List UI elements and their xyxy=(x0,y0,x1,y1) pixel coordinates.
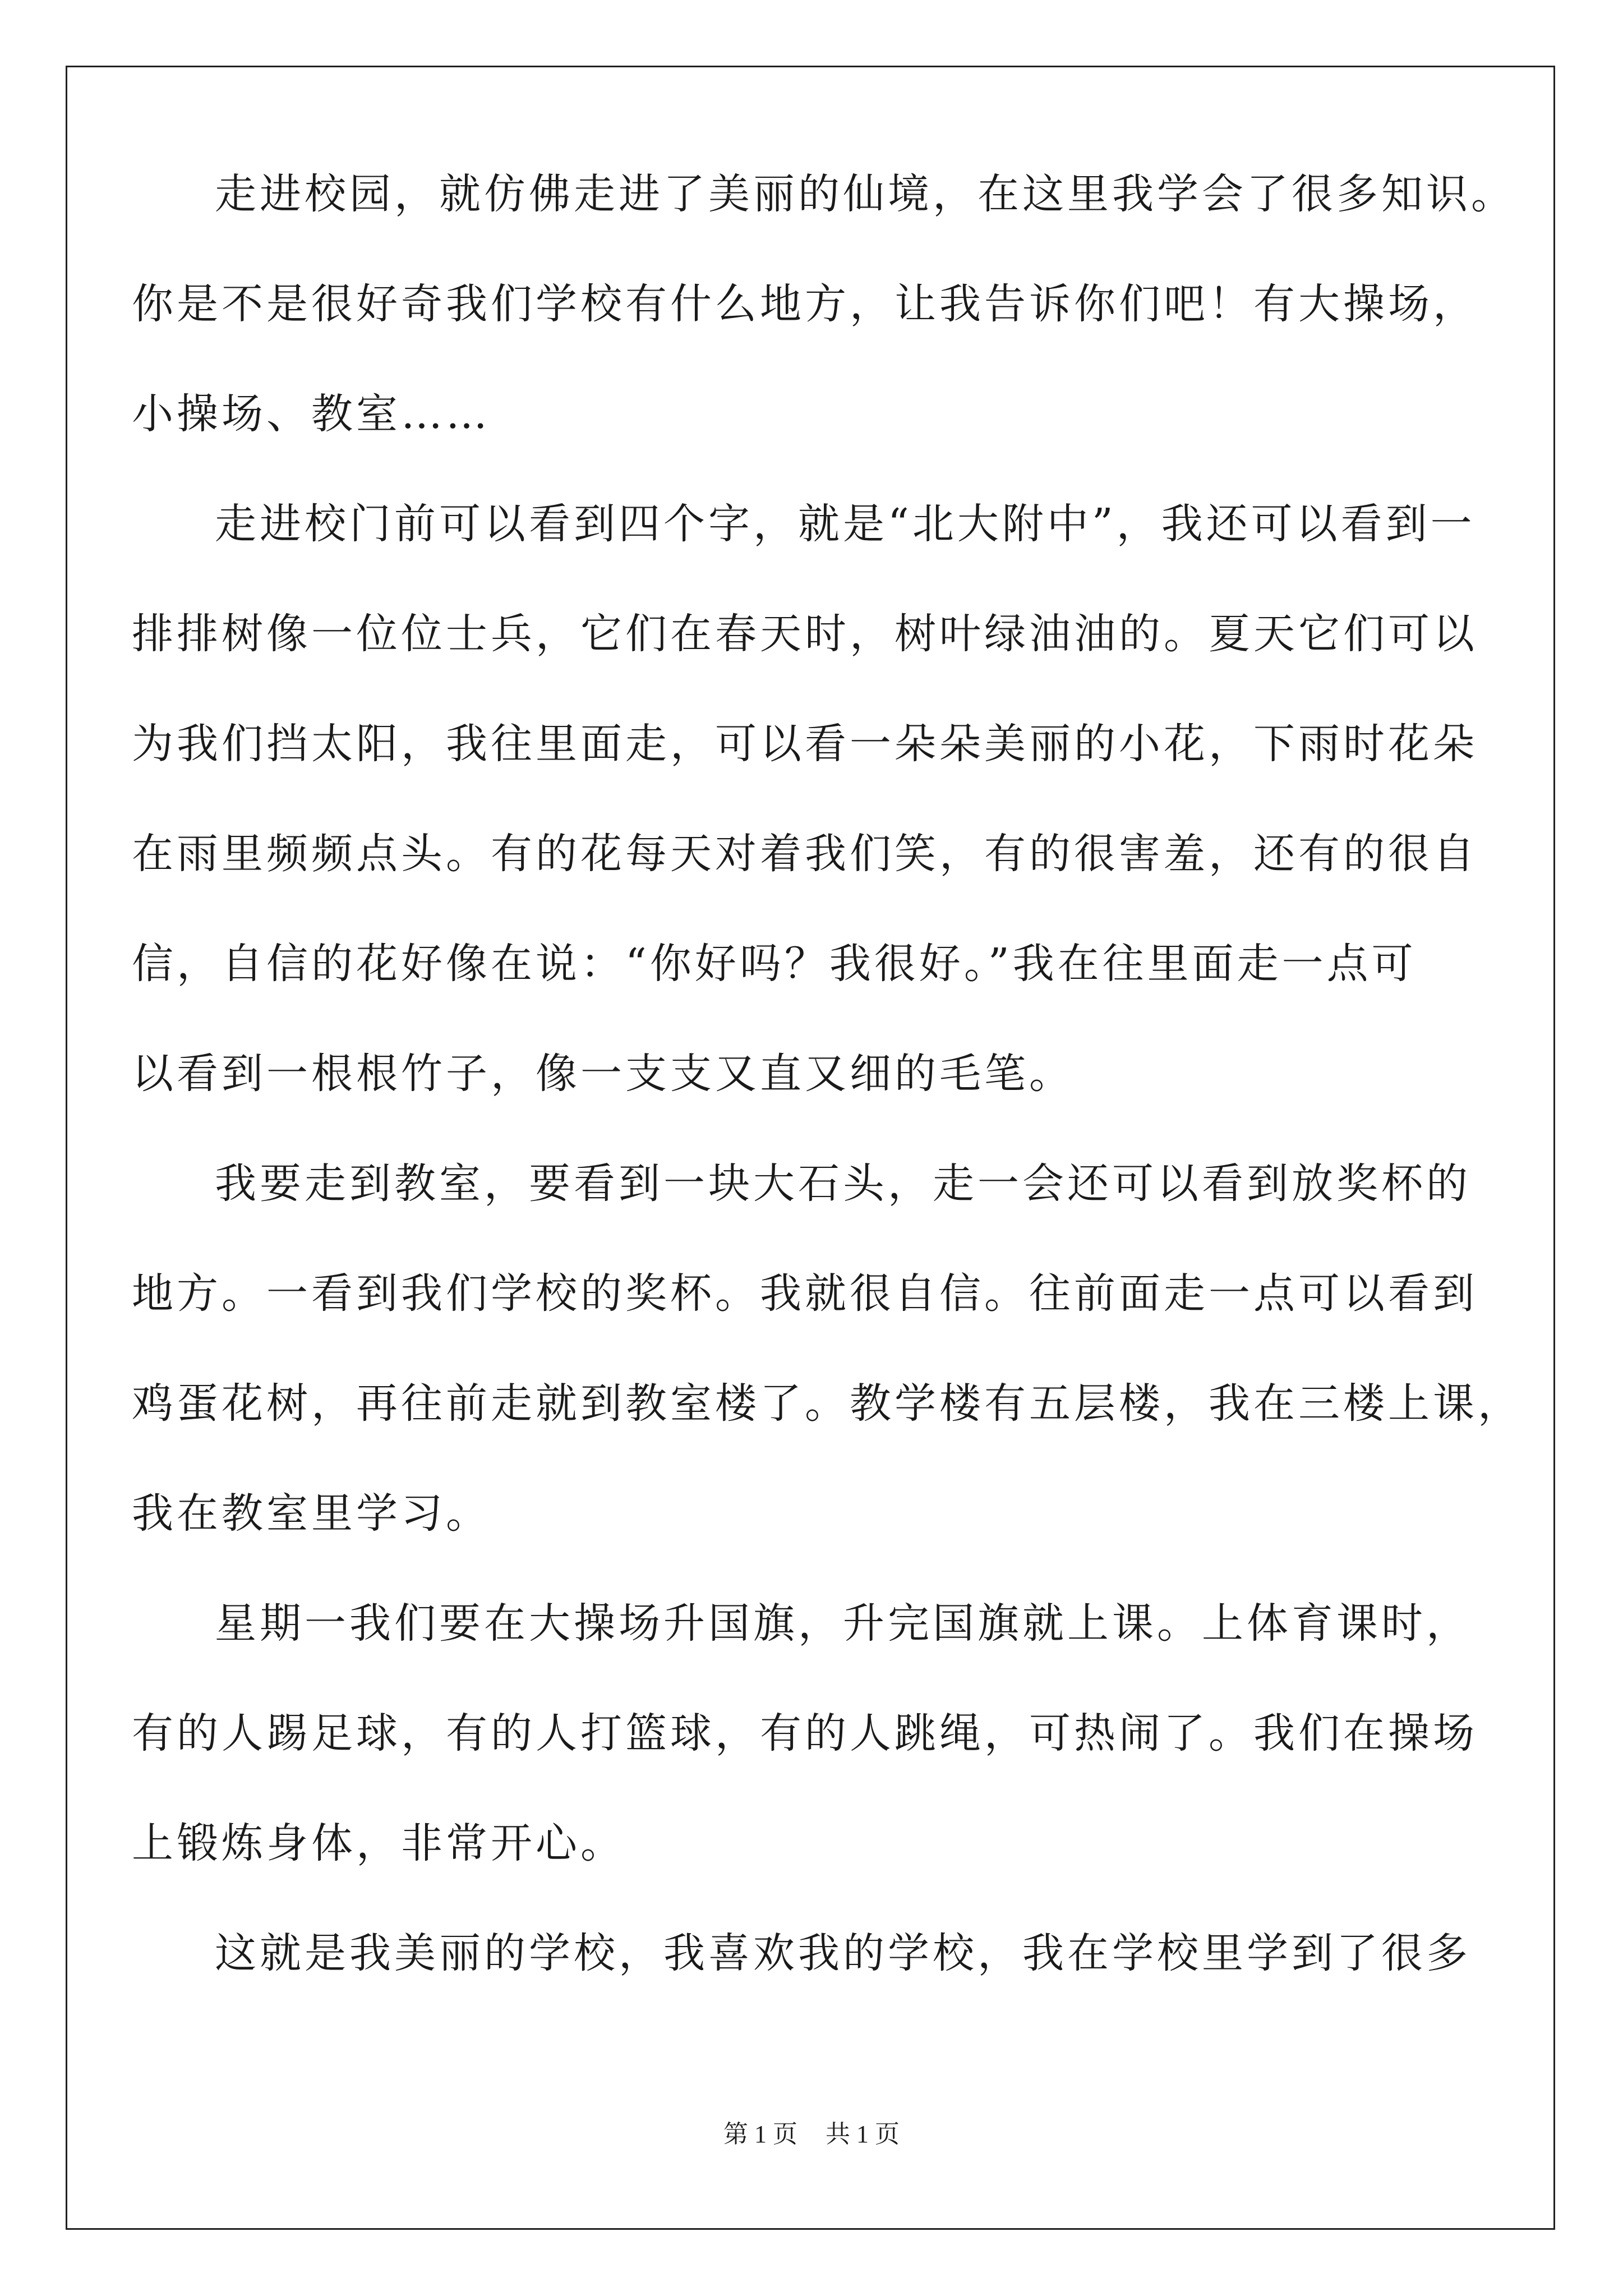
page-total: 共 1 页 xyxy=(826,2120,900,2148)
text-line: 有的人踢足球，有的人打篮球，有的人跳绳，可热闹了。我们在操场 xyxy=(132,1709,1478,1757)
text-line: 上锻炼身体，非常开心。 xyxy=(132,1819,625,1867)
text-line: 走进校门前可以看到四个字，就是“北大附中”，我还可以看到一 xyxy=(215,500,1476,548)
text-line: 我在教室里学习。 xyxy=(132,1489,491,1538)
text-line: 我要走到教室，要看到一块大石头，走一会还可以看到放奖杯的 xyxy=(215,1159,1471,1208)
paragraph xyxy=(132,1898,1489,2008)
text-line: 星期一我们要在大操场升国旗，升完国旗就上课。上体育课时， xyxy=(215,1599,1471,1648)
paragraph xyxy=(132,139,1516,469)
text-line: 走进校园，就仿佛走进了美丽的仙境，在这里我学会了很多知识。 xyxy=(215,170,1516,218)
text-line: 信，自信的花好像在说：“你好吗？我很好。”我在往里面走一点可 xyxy=(132,940,1417,988)
page-number: 第 1 页 xyxy=(723,2120,797,2148)
page-footer xyxy=(0,2118,1623,2151)
paragraph xyxy=(132,469,1489,1129)
text-line: 这就是我美丽的学校，我喜欢我的学校，我在学校里学到了很多 xyxy=(215,1929,1471,1977)
text-line: 你是不是很好奇我们学校有什么地方，让我告诉你们吧！有大操场， xyxy=(132,280,1478,328)
text-line: 小操场、教室…… xyxy=(132,390,491,438)
text-line: 以看到一根根竹子，像一支支又直又细的毛笔。 xyxy=(132,1050,1074,1098)
text-line: 地方。一看到我们学校的奖杯。我就很自信。往前面走一点可以看到 xyxy=(132,1269,1478,1318)
text-line: 为我们挡太阳，我往里面走，可以看一朵朵美丽的小花，下雨时花朵 xyxy=(132,720,1478,768)
text-line: 鸡蛋花树，再往前走就到教室楼了。教学楼有五层楼，我在三楼上课， xyxy=(132,1379,1523,1428)
text-line: 在雨里频频点头。有的花每天对着我们笑，有的很害羞，还有的很自 xyxy=(132,830,1478,878)
paragraph xyxy=(132,1568,1489,1898)
text-line: 排排树像一位位士兵，它们在春天时，树叶绿油油的。夏天它们可以 xyxy=(132,610,1478,658)
paragraph xyxy=(132,1129,1523,1568)
essay-body xyxy=(132,139,1523,2008)
